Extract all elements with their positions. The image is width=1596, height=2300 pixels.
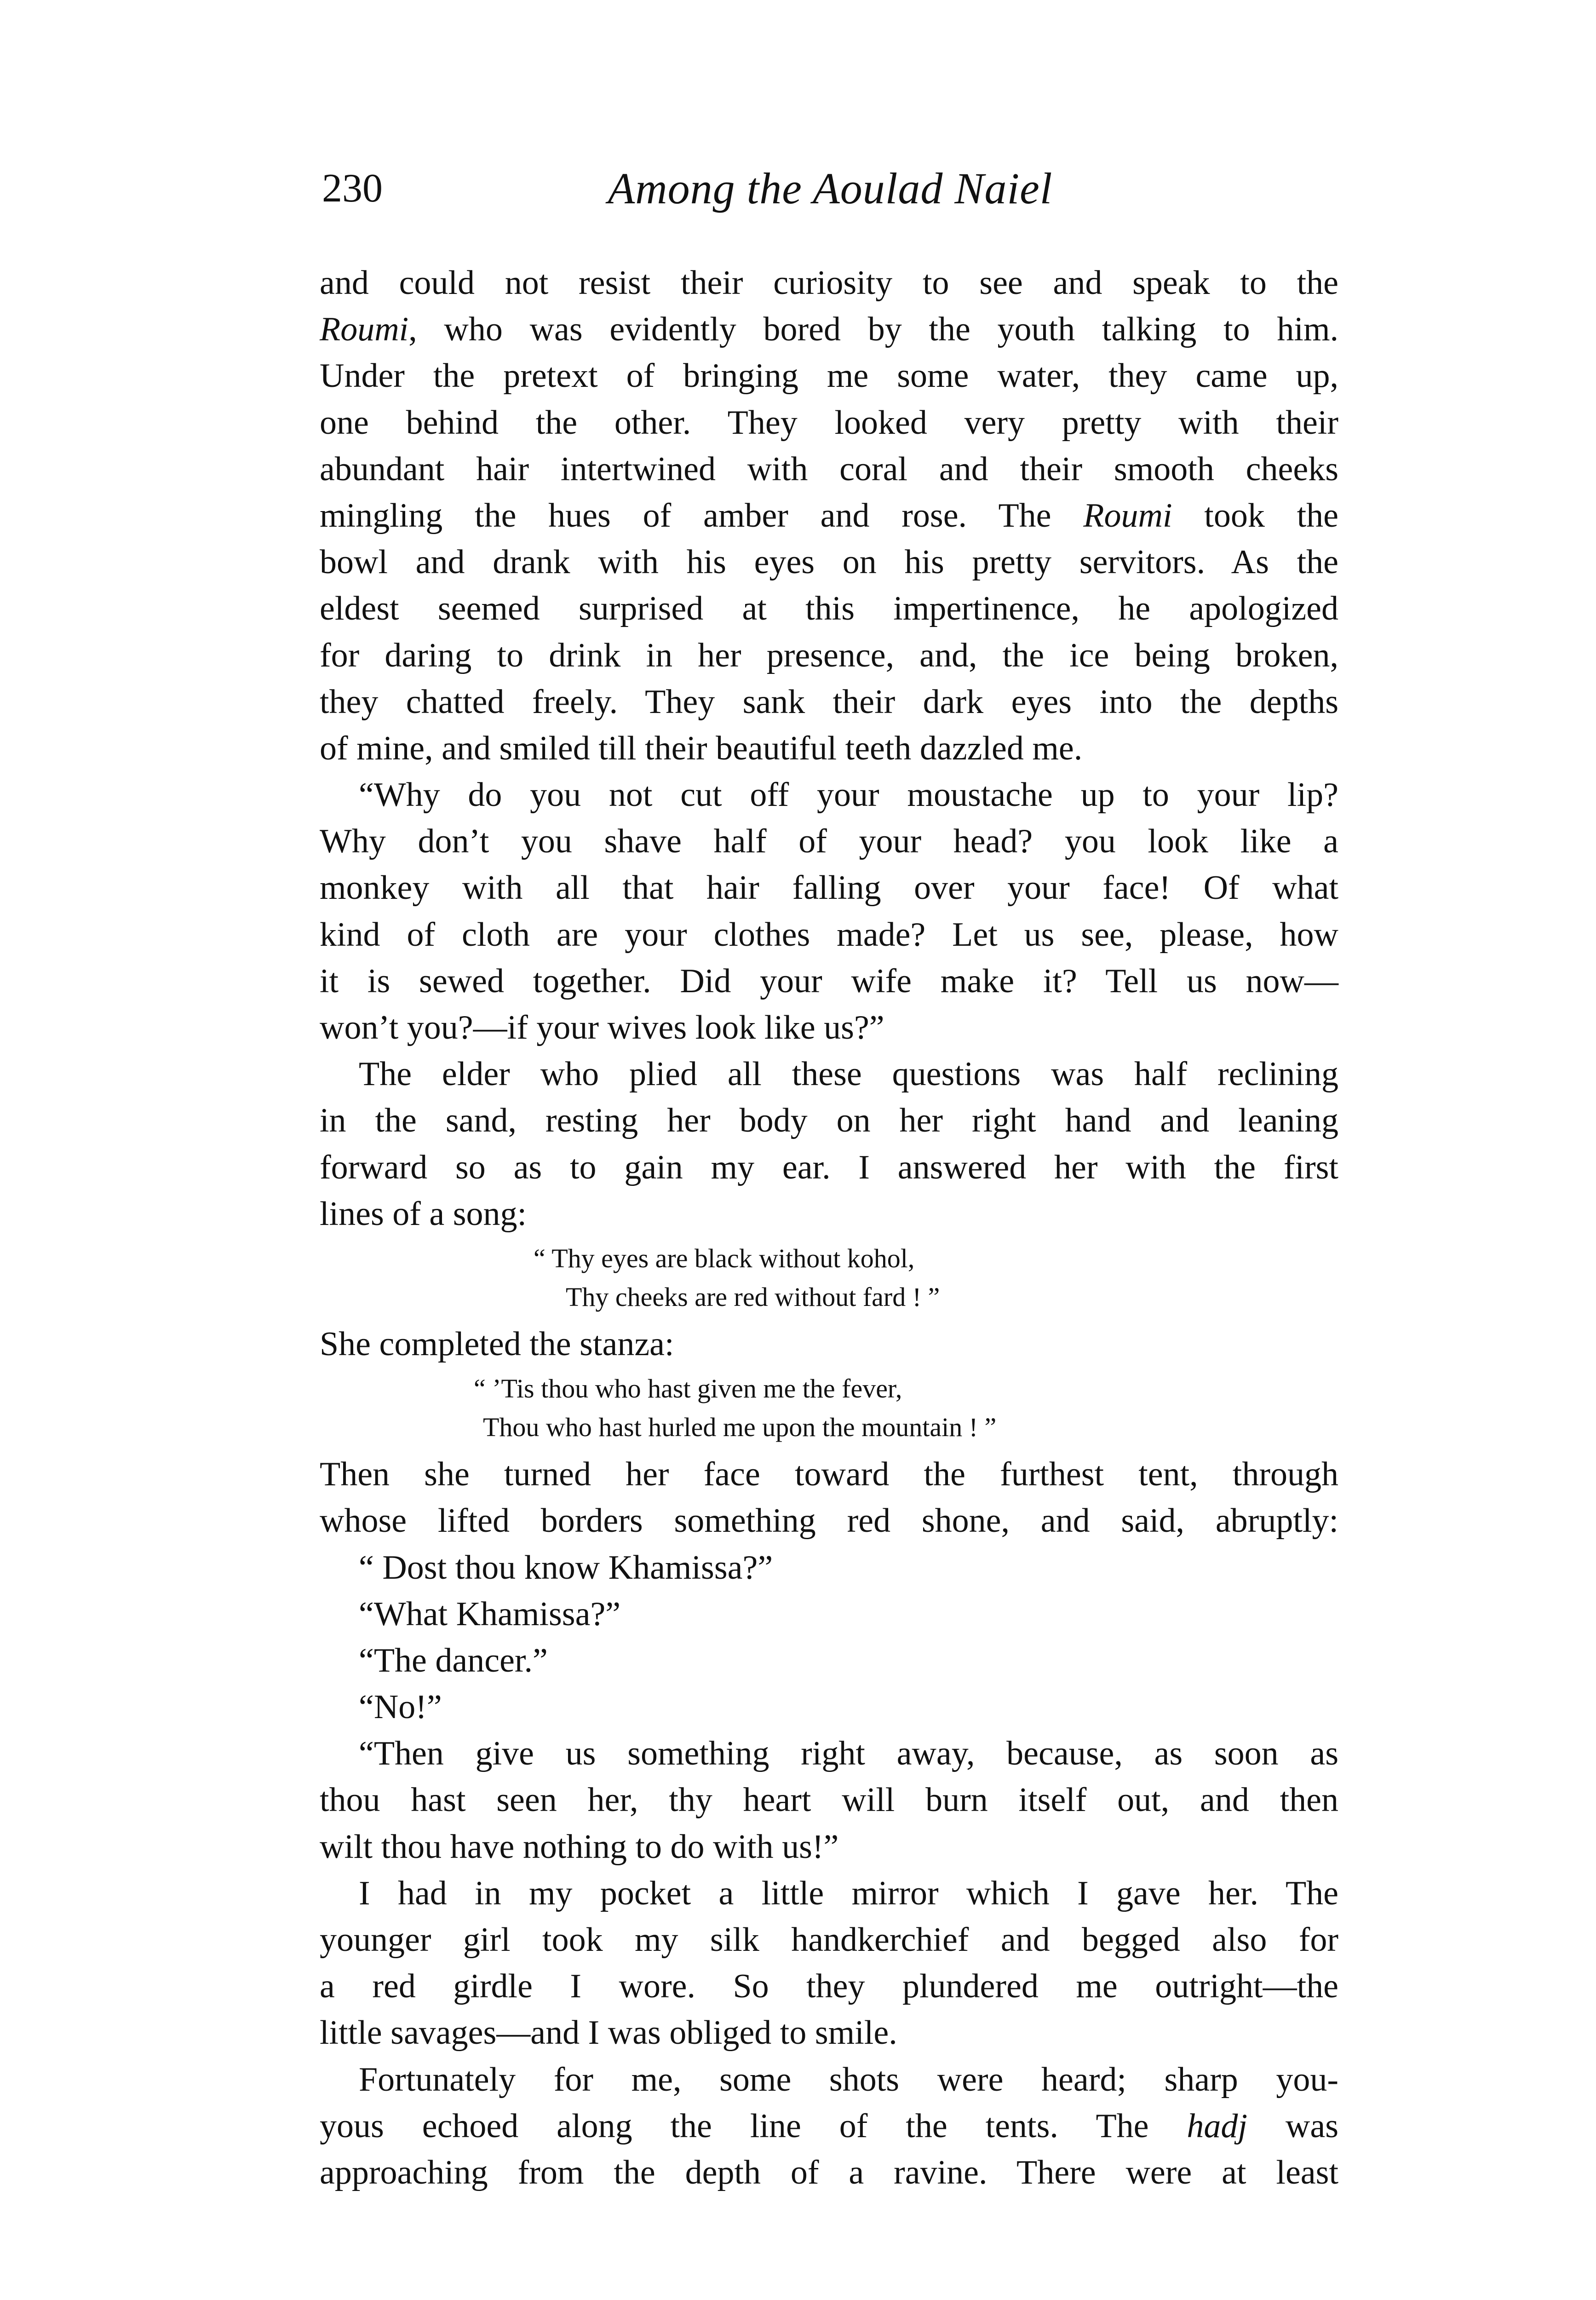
text-line: wilt thou have nothing to do with us!” — [320, 1828, 839, 1866]
text-line: I had in my pocket a little mirror which I gave her. The — [359, 1874, 1338, 1912]
text-line: “No!” — [359, 1688, 442, 1726]
text-line: “What Khamissa?” — [359, 1595, 621, 1633]
text-line: one behind the other. They looked very pretty with their — [320, 403, 1338, 442]
text-line: She completed the stanza: — [320, 1325, 674, 1363]
text-line: eldest seemed surprised at this impertinence, he apologized — [320, 590, 1338, 628]
verse-line: Thy cheeks are red without fard ! ” — [566, 1282, 940, 1312]
text-line: won’t you?—if your wives look like us?” — [320, 1009, 884, 1046]
text-line: mingling the hues of amber and rose. The Roumi took the — [320, 496, 1338, 535]
text-line: Fortunately for me, some shots were heard; sharp you- — [359, 2060, 1338, 2099]
text-line: approaching from the depth of a ravine. There were at least — [320, 2153, 1338, 2191]
verse-quote — [320, 1237, 1338, 1321]
verse-line: “ Thy eyes are black without kohol, — [534, 1243, 915, 1273]
text-line: kind of cloth are your clothes made? Let us see, please, how — [320, 915, 1338, 954]
text-line: of mine, and smiled till their beautiful teeth dazzled me. — [320, 729, 1083, 767]
text-line: a red girdle I wore. So they plundered me outright—the — [320, 1967, 1338, 2006]
text-line: “Why do you not cut off your moustache up to your lip? — [359, 776, 1338, 814]
text-line: bowl and drank with his eyes on his pretty servitors. As the — [320, 543, 1338, 581]
verse-line: “ ’Tis thou who hast given me the fever, — [474, 1374, 902, 1404]
text-line: little savages—and I was obliged to smile. — [320, 2014, 897, 2052]
text-line: “Then give us something right away, because, as soon as — [359, 1735, 1338, 1773]
running-title: Among the Aoulad Naiel — [608, 164, 1053, 213]
text-line: they chatted freely. They sank their dark eyes into the depths — [320, 683, 1338, 721]
text-line: Under the pretext of bringing me some water, they came up, — [320, 357, 1338, 395]
text-line: “ Dost thou know Khamissa?” — [359, 1548, 773, 1587]
text-line: it is sewed together. Did your wife make it? Tell us now— — [320, 962, 1338, 1000]
text-line: thou hast seen her, thy heart will burn itself out, and then — [320, 1781, 1338, 1819]
text-line: and could not resist their curiosity to see and speak to the — [320, 264, 1338, 302]
text-line: Why don’t you shave half of your head? you look like a — [320, 822, 1338, 861]
text-line: lines of a song: — [320, 1195, 527, 1233]
text-line: Roumi, who was evidently bored by the youth talking to him. — [320, 310, 1338, 349]
text-line: Then she turned her face toward the furthest tent, through — [320, 1455, 1338, 1494]
text-line: younger girl took my silk handkerchief and begged also for — [320, 1921, 1338, 1959]
italic-word: Roumi — [1083, 496, 1172, 535]
text-line: forward so as to gain my ear. I answered her with the first — [320, 1148, 1338, 1186]
text-line: yous echoed along the line of the tents. The hadj was — [320, 2107, 1338, 2145]
text-line: “The dancer.” — [359, 1641, 548, 1679]
verse-line: Thou who hast hurled me upon the mountain ! ” — [483, 1412, 997, 1443]
text-line: whose lifted borders something red shone, and said, abruptly: — [320, 1502, 1338, 1540]
text-line: The elder who plied all these questions was half reclining — [359, 1055, 1338, 1093]
text-line: monkey with all that hair falling over your face! Of what — [320, 869, 1338, 907]
body-text — [320, 260, 1338, 2196]
text-line: in the sand, resting her body on her right hand and leaning — [320, 1102, 1338, 1140]
italic-word: Roumi — [320, 310, 409, 349]
italic-word: hadj — [1187, 2107, 1247, 2145]
text-line: for daring to drink in her presence, and, the ice being broken, — [320, 636, 1338, 674]
page-number: 230 — [322, 166, 383, 211]
page-header — [322, 161, 1338, 216]
verse-quote — [320, 1368, 1338, 1451]
text-line: abundant hair intertwined with coral and their smooth cheeks — [320, 450, 1338, 488]
